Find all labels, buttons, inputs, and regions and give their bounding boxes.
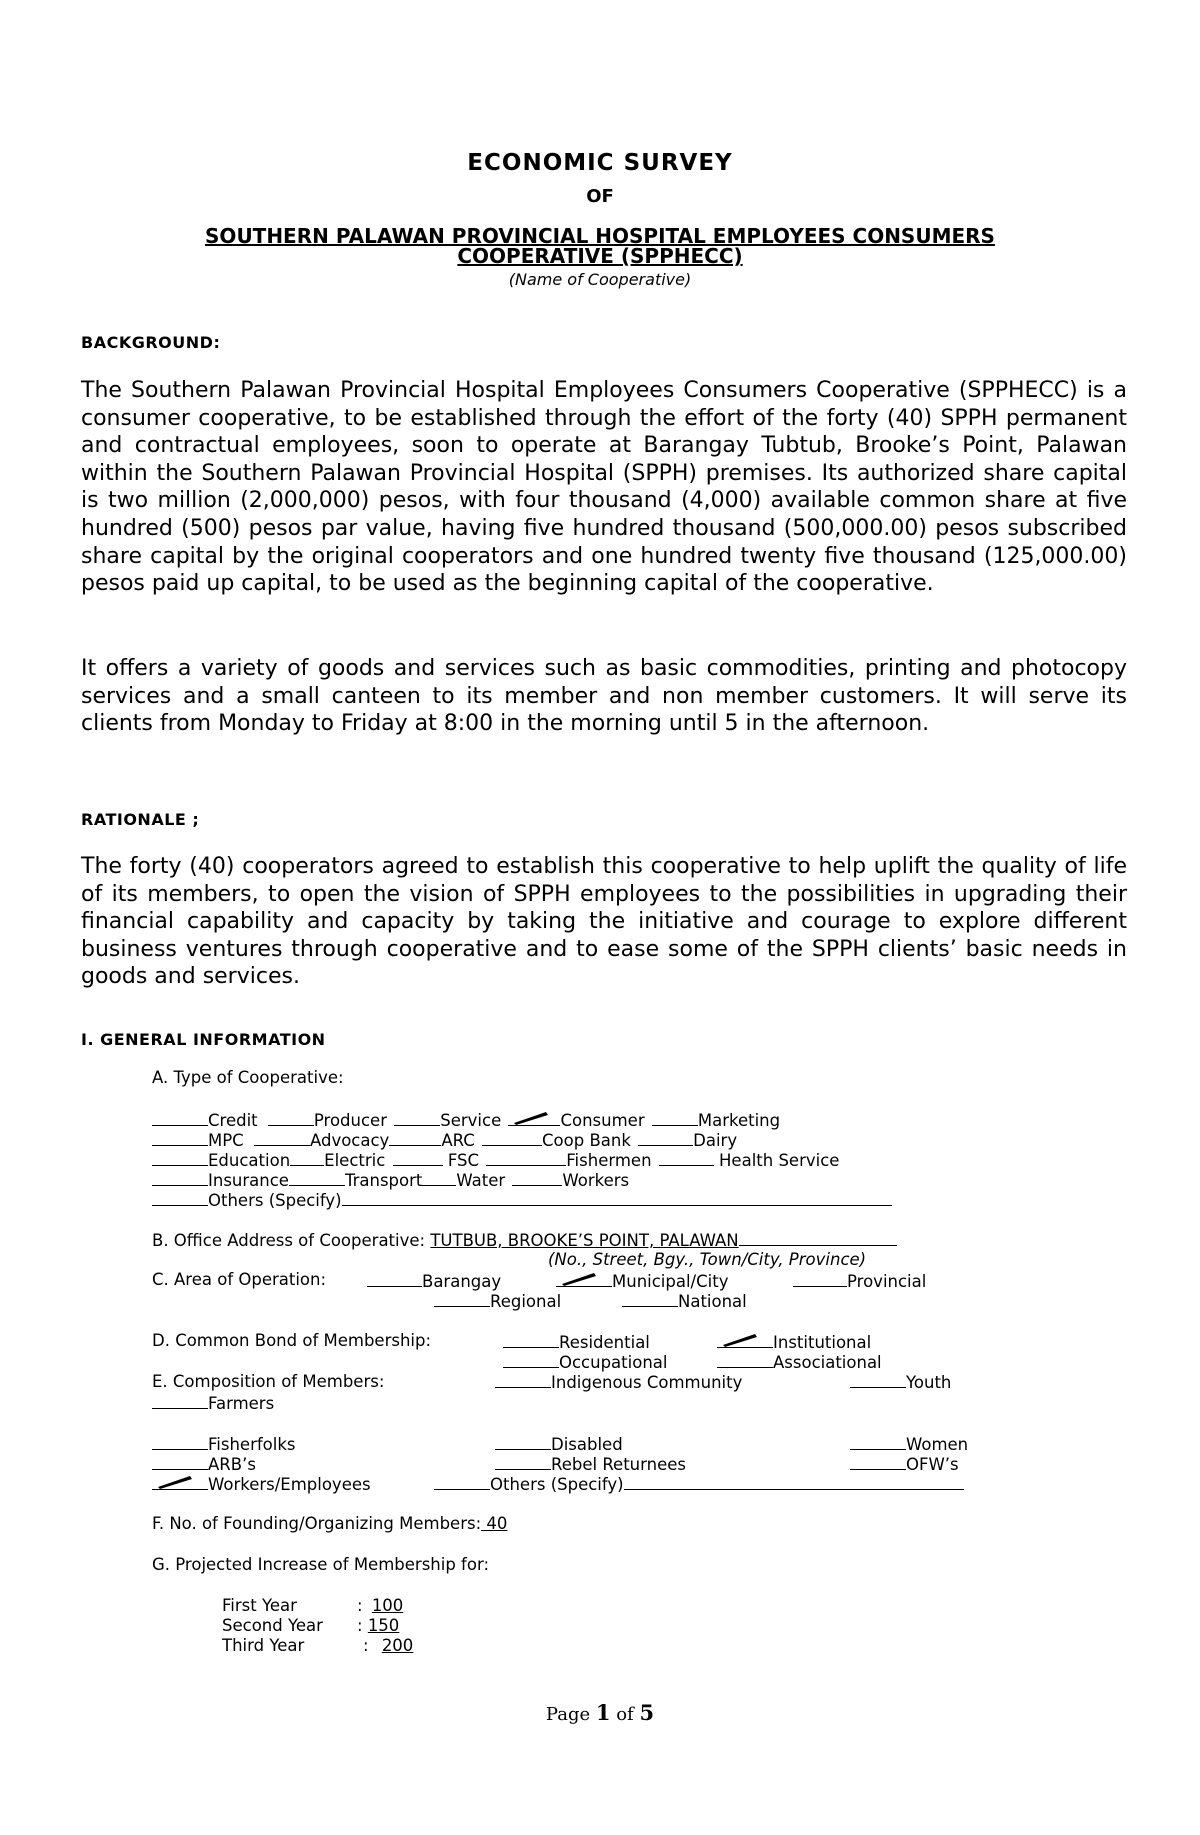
type-row-3 (152, 1149, 839, 1170)
checkbox-provincial[interactable] (793, 1270, 847, 1287)
type-service-label: Service (440, 1111, 502, 1130)
type-fsc-label: FSC (447, 1151, 480, 1170)
type-marketing-label: Marketing (697, 1111, 781, 1130)
checkbox-education[interactable] (152, 1149, 208, 1166)
composition-label: E. Composition of Members: (152, 1372, 385, 1391)
comp-arbs-label: ARB’s (208, 1455, 256, 1474)
type-insurance-label: Insurance (208, 1171, 289, 1190)
type-fishermen-label: Fishermen (566, 1151, 652, 1170)
comp-fisherfolks (152, 1433, 296, 1454)
general-info-heading: I. GENERAL INFORMATION (81, 1030, 326, 1049)
comp-disabled-label: Disabled (551, 1435, 623, 1454)
rationale-heading: RATIONALE ; (81, 810, 200, 829)
type-row-2 (152, 1129, 737, 1150)
type-coop-bank-label: Coop Bank (542, 1131, 631, 1150)
projected-year-label: First Year (222, 1596, 297, 1615)
checkbox-occupational[interactable] (503, 1351, 559, 1368)
checkbox-coop-bank[interactable] (482, 1129, 542, 1146)
type-producer-label: Producer (313, 1111, 387, 1130)
checkbox-workers-employees[interactable] (152, 1473, 208, 1490)
bond-institutional-label: Institutional (773, 1333, 872, 1352)
checkbox-institutional[interactable] (717, 1331, 773, 1348)
checkbox-barangay[interactable] (367, 1270, 422, 1287)
checkmark-icon (721, 1332, 759, 1348)
comp-rebel-label: Rebel Returnees (551, 1455, 686, 1474)
checkbox-arc[interactable] (389, 1129, 441, 1146)
bond-label: D. Common Bond of Membership: (152, 1331, 432, 1350)
checkmark-icon (512, 1110, 550, 1126)
bond-occupational-label: Occupational (559, 1353, 668, 1372)
office-address-value[interactable]: TUTBUB, BROOKE’S POINT, PALAWAN (430, 1231, 739, 1250)
comp-rebel (495, 1453, 686, 1474)
founding-value[interactable]: 40 (481, 1514, 508, 1533)
area-label: C. Area of Operation: (152, 1270, 327, 1289)
comp-fisherfolks-label: Fisherfolks (208, 1435, 296, 1454)
checkbox-disabled[interactable] (495, 1433, 551, 1450)
comp-others (434, 1473, 964, 1494)
projected-year-label: Third Year (222, 1636, 305, 1655)
page-current: 1 (595, 1700, 611, 1725)
page-number (0, 1700, 1200, 1725)
type-of-cooperative-label: A. Type of Cooperative: (152, 1068, 344, 1087)
page-title: ECONOMIC SURVEY (467, 150, 733, 176)
coop-name-line2: COOPERATIVE (SPPHECC) (457, 244, 743, 268)
checkbox-associational[interactable] (717, 1351, 773, 1368)
checkbox-others[interactable] (152, 1189, 208, 1206)
area-row-2b (622, 1290, 747, 1311)
checkbox-residential[interactable] (503, 1331, 559, 1348)
projected-colon: : (363, 1636, 374, 1655)
area-row-2 (434, 1290, 561, 1311)
type-dairy-label: Dairy (693, 1131, 738, 1150)
checkbox-marketing[interactable] (652, 1109, 698, 1126)
checkbox-national[interactable] (622, 1290, 678, 1307)
area-row-1 (367, 1270, 501, 1291)
checkbox-ofws[interactable] (850, 1453, 906, 1470)
bond-residential (503, 1331, 650, 1352)
type-arc-label: ARC (441, 1131, 475, 1150)
checkmark-icon (156, 1474, 194, 1490)
page-of: of (610, 1704, 640, 1725)
comp-women (850, 1433, 968, 1454)
projected-year-value[interactable]: 150 (367, 1616, 400, 1635)
checkbox-youth[interactable] (850, 1371, 906, 1388)
checkbox-electric[interactable] (290, 1149, 324, 1166)
rationale-paragraph: The forty (40) cooperators agreed to establish this cooperative to help uplift the quality of life of its members, to open the vision of SPPH employees to the possibilities in upgrading their financial capability and capacity by taking the initiative and courage to explore different business ventures through cooperative and to ease some of the SPPH clients’ basic needs in goods and services. (81, 854, 1127, 990)
founding-row (152, 1514, 507, 1533)
type-health-service-label: Health Service (713, 1151, 840, 1170)
type-water-label: Water (456, 1171, 506, 1190)
projected-row (222, 1596, 403, 1615)
type-others-label: Others (Specify) (208, 1191, 342, 1210)
page-total: 5 (639, 1700, 655, 1725)
type-workers-label: Workers (562, 1171, 630, 1190)
comp-indigenous (495, 1371, 742, 1392)
comp-youth (850, 1371, 951, 1392)
checkbox-credit[interactable] (152, 1109, 208, 1126)
comp-indigenous-label: Indigenous Community (551, 1373, 743, 1392)
type-row-1 (152, 1109, 780, 1130)
type-row-5 (152, 1189, 892, 1210)
type-advocacy-label: Advocacy (309, 1131, 390, 1150)
comp-women-label: Women (906, 1435, 969, 1454)
type-mpc-label: MPC (208, 1131, 244, 1150)
comp-workers (152, 1473, 371, 1494)
checkbox-fisherfolks[interactable] (152, 1433, 208, 1450)
coop-name-caption: (Name of Cooperative) (508, 270, 692, 289)
projected-colon: : (357, 1596, 368, 1615)
background-paragraph-2: It offers a variety of goods and services such as basic commodities, printing and photocopy services and a small canteen to its member and non member customers. It will serve its clients from Monday to Friday at 8:00 in the morning until 5 in the afternoon. (81, 656, 1127, 737)
comp-farmers-label: Farmers (208, 1394, 275, 1413)
checkbox-service[interactable] (394, 1109, 440, 1126)
area-row-1b (556, 1270, 728, 1291)
area-municipal-label: Municipal/City (612, 1272, 729, 1291)
founding-label: F. No. of Founding/Organizing Members: (152, 1514, 482, 1533)
type-row-4 (152, 1169, 629, 1190)
checkbox-water[interactable] (422, 1169, 456, 1186)
checkbox-producer[interactable] (268, 1109, 314, 1126)
office-address-fill (739, 1229, 897, 1246)
bond-occupational (503, 1351, 667, 1372)
checkbox-regional[interactable] (434, 1290, 490, 1307)
type-credit-label: Credit (208, 1111, 258, 1130)
comp-others-specify-field[interactable] (624, 1473, 964, 1490)
area-regional-label: Regional (490, 1292, 562, 1311)
comp-workers-label: Workers/Employees (208, 1475, 371, 1494)
checkbox-dairy[interactable] (638, 1129, 693, 1146)
checkbox-women[interactable] (850, 1433, 906, 1450)
projected-row (222, 1616, 399, 1635)
checkbox-advocacy[interactable] (254, 1129, 310, 1146)
type-electric-label: Electric (324, 1151, 386, 1170)
type-education-label: Education (208, 1151, 291, 1170)
office-address-caption: (No., Street, Bgy., Town/City, Province) (548, 1250, 867, 1269)
checkbox-indigenous[interactable] (495, 1371, 551, 1388)
title-of: OF (586, 186, 614, 207)
projected-year-label: Second Year (222, 1616, 323, 1635)
checkmark-icon (560, 1271, 598, 1287)
bond-institutional (717, 1331, 871, 1352)
bond-associational (717, 1351, 882, 1372)
checkbox-arbs[interactable] (152, 1453, 208, 1470)
projected-row (222, 1636, 413, 1655)
checkbox-farmers[interactable] (152, 1392, 208, 1409)
checkbox-comp-others[interactable] (434, 1473, 490, 1490)
checkbox-municipal[interactable] (556, 1270, 612, 1287)
others-specify-field[interactable] (342, 1189, 892, 1206)
bond-residential-label: Residential (559, 1333, 650, 1352)
comp-others-label: Others (Specify) (490, 1475, 624, 1494)
projected-label: G. Projected Increase of Membership for: (152, 1555, 490, 1574)
type-transport-label: Transport (344, 1171, 423, 1190)
type-consumer-label: Consumer (560, 1111, 645, 1130)
projected-year-value[interactable]: 100 (371, 1596, 404, 1615)
checkbox-insurance[interactable] (152, 1169, 208, 1186)
comp-arbs (152, 1453, 256, 1474)
checkbox-health-service[interactable] (659, 1149, 714, 1166)
coop-name-line1: SOUTHERN PALAWAN PROVINCIAL HOSPITAL EMPLOYEES CONSUMERS (205, 224, 995, 248)
comp-ofws (850, 1453, 959, 1474)
projected-year-value[interactable]: 200 (381, 1636, 414, 1655)
checkbox-fsc[interactable] (393, 1149, 443, 1166)
checkbox-transport[interactable] (289, 1169, 345, 1186)
background-paragraph-1: The Southern Palawan Provincial Hospital Employees Consumers Cooperative (SPPHECC) is a consumer cooperative, to be established through the effort of the forty (40) SPPH permanent and contractual employees, soon to operate at Barangay Tubtub, Brooke’s Point, Palawan within the Southern Palawan Provincial Hospital (SPPH) premises. Its authorized share capital is two million (2,000,000) pesos, with four thousand (4,000) available common share at five hundred (500) pesos par value, having five hundred thousand (500,000.00) pesos subscribed share capital by the original cooperators and one hundred twenty five thousand (125,000.00) pesos paid up capital, to be used as the beginning capital of the cooperative. (81, 378, 1127, 597)
projected-colon: : (357, 1616, 368, 1635)
office-address-row (152, 1229, 897, 1250)
comp-youth-label: Youth (906, 1373, 952, 1392)
comp-ofws-label: OFW’s (906, 1455, 959, 1474)
area-provincial-label: Provincial (847, 1272, 927, 1291)
area-row-1c (793, 1270, 926, 1291)
checkbox-workers[interactable] (512, 1169, 562, 1186)
area-barangay-label: Barangay (422, 1272, 502, 1291)
checkbox-rebel[interactable] (495, 1453, 551, 1470)
checkbox-consumer[interactable] (508, 1109, 560, 1126)
page-prefix: Page (545, 1704, 596, 1725)
comp-disabled (495, 1433, 623, 1454)
checkbox-mpc[interactable] (152, 1129, 208, 1146)
background-heading: BACKGROUND: (81, 333, 221, 352)
comp-farmers (152, 1392, 274, 1413)
bond-associational-label: Associational (773, 1353, 882, 1372)
area-national-label: National (678, 1292, 747, 1311)
office-address-label: B. Office Address of Cooperative: (152, 1231, 431, 1250)
checkbox-fishermen[interactable] (486, 1149, 566, 1166)
